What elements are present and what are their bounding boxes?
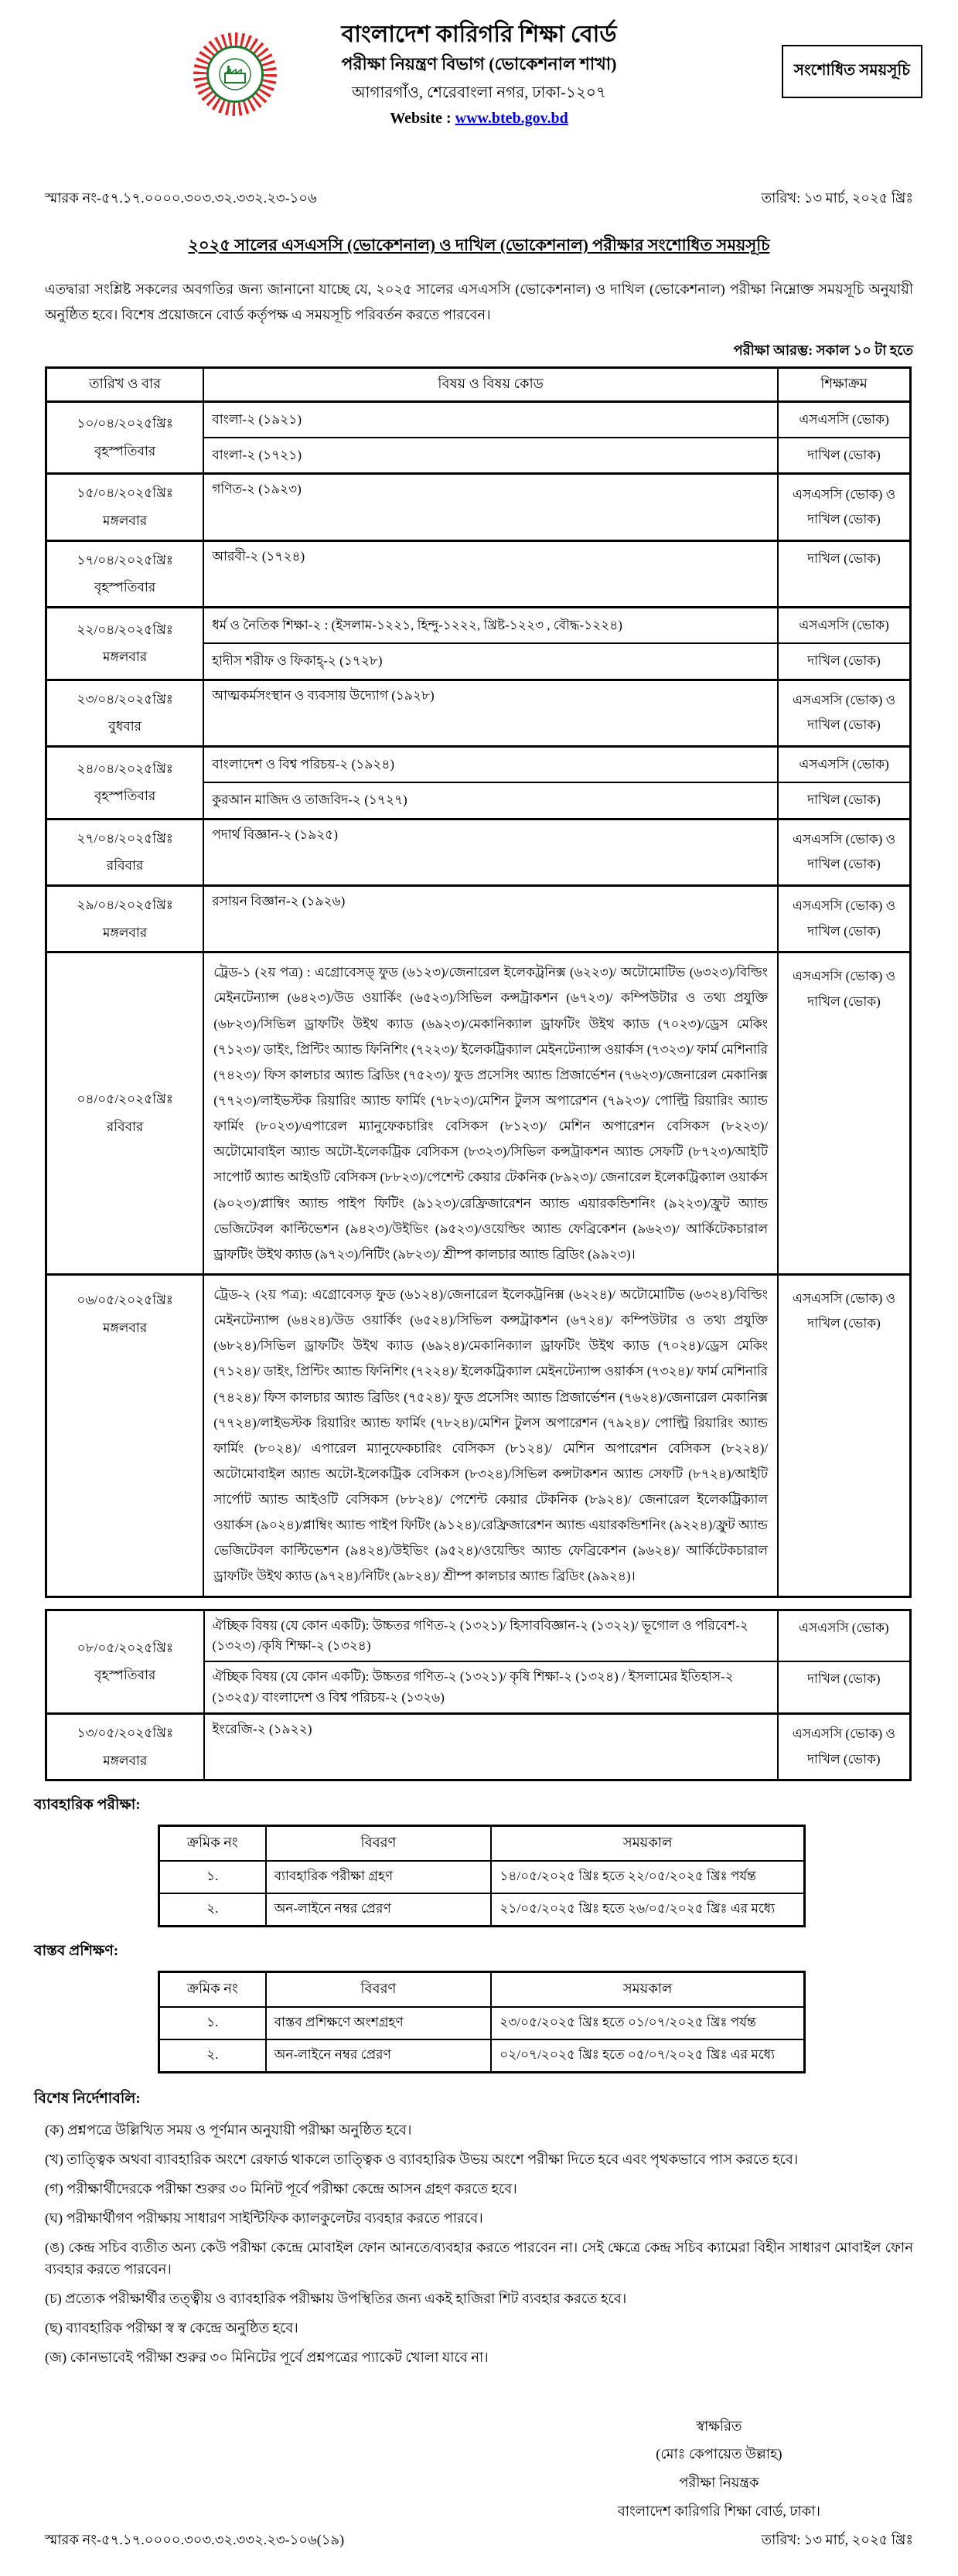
board-name: বাংলাদেশ কারিগরি শিক্ষা বোর্ড bbox=[341, 22, 617, 47]
table-row bbox=[159, 1861, 805, 1893]
serial-cell: ১. bbox=[159, 2007, 266, 2039]
serial-cell: ২. bbox=[159, 2039, 266, 2073]
table-row bbox=[46, 607, 911, 643]
subject-cell: আত্মকর্মসংস্থান ও ব্যবসায় উদ্যোগ (১৯২৮) bbox=[203, 680, 778, 746]
date-cell bbox=[46, 819, 204, 885]
memo-number: স্মারক নং-৫৭.১৭.০০০০.৩০৩.৩২.৩৩২.২৩-১০৬ bbox=[45, 190, 317, 206]
timespan-cell: ২১/০৫/২০২৫ খ্রিঃ হতে ২৬/০৫/২০২৫ খ্রিঃ এর মধ্যে bbox=[491, 1893, 804, 1927]
curriculum-cell: এসএসসি (ভোক) bbox=[778, 607, 910, 643]
factory-icon bbox=[217, 56, 253, 92]
instruction-item: (ঘ) পরীক্ষার্থীগণ পরীক্ষায় সাধারণ সাইন্টিফিক ক্যালকুলেটর ব্যবহার করতে পারবে। bbox=[45, 2210, 483, 2226]
day-text: রবিবার bbox=[106, 1119, 144, 1135]
logo-inner-seal-icon bbox=[206, 46, 264, 103]
date-text: ২২/০৪/২০২৫খ্রিঃ bbox=[77, 622, 173, 637]
day-text: মঙ্গলবার bbox=[103, 925, 148, 940]
timespan-cell: ২৩/০৫/২০২৫ খ্রিঃ হতে ০১/০৭/২০২৫ খ্রিঃ পর্যন্ত bbox=[491, 2007, 804, 2039]
curriculum-cell: এসএসসি (ভোক) ও দাখিল (ভোক) bbox=[778, 885, 910, 952]
subject-cell: বাংলাদেশ ও বিশ্ব পরিচয়-২ (১৯২৪) bbox=[203, 746, 778, 782]
website-line bbox=[45, 110, 913, 128]
subject-cell: আরবী-২ (১৭২৪) bbox=[203, 540, 778, 607]
date-cell bbox=[46, 1714, 204, 1780]
instruction-item: (চ) প্রত্যেক পরীক্ষার্থীর তত্ত্বীয় ও ব্যাবহারিক পরীক্ষায় উপস্থিতির জন্য একই হাজিরা শিট ব্যবহার করতে হবে। bbox=[45, 2291, 627, 2307]
date-text: ০৮/০৫/২০২৫খ্রিঃ bbox=[77, 1640, 173, 1655]
subject-cell: ইংরেজি-২ (১৯২২) bbox=[204, 1714, 778, 1780]
description-cell: ব্যাবহারিক পরীক্ষা গ্রহণ bbox=[266, 1861, 492, 1893]
instruction-item: (গ) পরীক্ষার্থীদেরকে পরীক্ষা শুরুর ৩০ মিনিট পূর্বে পরীক্ষা কেন্দ্রে আসন গ্রহণ করতে হবে। bbox=[45, 2180, 517, 2196]
revised-schedule-badge: সংশোধিত সময়সূচি bbox=[782, 45, 922, 98]
date-text: ১৭/০৪/২০২৫খ্রিঃ bbox=[77, 552, 173, 567]
subject-cell: হাদীস শরীফ ও ফিকাহ্‌-২ (১৭২৮) bbox=[203, 643, 778, 680]
table-row bbox=[159, 2007, 805, 2039]
signed-label: স্বাক্ষরিত bbox=[696, 2418, 742, 2434]
intro-paragraph: এতদ্বারা সংশ্লিষ্ট সকলের অবগতির জন্য জানানো যাচ্ছে যে, ২০২৫ সালের এসএসসি (ভোকেশনাল) ও দাখিল (ভোকেশনাল) পরীক্ষা নিম্নোক্ত সময়সূচি অনুযায়ী অনুষ্ঠিত হবে। বিশেষ প্রয়োজনে বোর্ড কর্তৃপক্ষ এ সময়সূচি পরিবর্তন করতে পারবেন। bbox=[45, 281, 913, 323]
table-row bbox=[159, 2039, 805, 2073]
table-row bbox=[46, 540, 911, 607]
website-label: Website : bbox=[390, 109, 452, 127]
subject-cell: ঐচ্ছিক বিষয় (যে কোন একটি): উচ্চতর গণিত-২ (১৩২১)/ কৃষি শিক্ষা-২ (১৩২৪) / ইসলামের ইতিহাস-২ (১৩২৫)/ বাংলাদেশ ও বিশ্ব পরিচয়-২ (১৩২৬) bbox=[204, 1661, 778, 1713]
industrial-table bbox=[158, 1971, 806, 2073]
instruction-item: (খ) তাত্ত্বিক অথবা ব্যাবহারিক অংশে রেফার্ড থাকলে তাত্ত্বিক ও ব্যাবহারিক উভয় অংশে পরীক্ষা দিতে হবে এবং পৃথকভাবে পাস করতে হবে। bbox=[45, 2152, 799, 2168]
industrial-section-title: বাস্তব প্রশিক্ষণ: bbox=[34, 1943, 119, 1960]
instruction-item: (ঙ) কেন্দ্র সচিব ব্যতীত অন্য কেউ পরীক্ষা কেন্দ্রে মোবাইল ফোন আনতে/ব্যবহার করতে পারবেন না। সেই ক্ষেত্রে কেন্দ্র সচিব ক্যামেরা বিহীন সাধারণ মোবাইল ফোন ব্যবহার করতে পারবেন। bbox=[45, 2239, 913, 2278]
col-header-curriculum: শিক্ষাক্রম bbox=[778, 367, 910, 401]
serial-cell: ২. bbox=[159, 1893, 266, 1927]
day-text: মঙ্গলবার bbox=[103, 1753, 148, 1768]
day-text: বৃহস্পতিবার bbox=[94, 580, 156, 595]
curriculum-cell: এসএসসি (ভোক) ও দাখিল (ভোক) bbox=[778, 819, 910, 885]
description-cell: বাস্তব প্রশিক্ষণে অংশগ্রহণ bbox=[266, 2007, 492, 2039]
date-text: ২৭/০৪/২০২৫খ্রিঃ bbox=[77, 830, 173, 846]
exam-start-note: পরীক্ষা আরম্ভ: সকাল ১০ টা হতে bbox=[733, 342, 913, 358]
subject-cell: ট্রেড-২ (২য় পত্র): এগ্রোবেসড় ফুড (৬১২৪)/জেনারেল ইলেকট্রনিক্স (৬২২৪)/ অটোমোটিভ (৬৩২৪)/বিল্ডিং মেইনটেন্যান্স (৬৪২৪)/উড ওয়ার্কিং (৬৫২৪)/সিভিল কন্সট্রাকশন (৬৭২৪)/ কম্পিউটার ও তথ্য প্রযুক্তি (৬৮২৪)/সিভিল ড্রাফটিং উইথ ক্যাড (৬৯২৪)/মেকানিক্যাল ড্রাফটিং উইথ ক্যাড (৭০২৪)/ড্রেস মেকিং (৭১২৪)/ ডাইং, প্রিন্টিং অ্যান্ড ফিনিশিং (৭২২৪)/ ইলেকট্রিক্যাল মেইনটেন্যান্স ওয়ার্কস (৭৩২৪)/ ফার্ম মেশিনারি (৭৪২৪)/ ফিস কালচার অ্যান্ড ব্রিডিং (৭৫২৪)/ ফুড প্রসেসিং অ্যান্ড প্রিজার্ভেশন (৭৬২৪)/জেনারেল মেকানিক্স (৭৭২৪)/লাইভস্টক রিয়ারিং অ্যান্ড ফার্মিং (৭৮২৪)/মেশিন টুলস অপারেশন (৭৯২৪)/ পোল্ট্রি রিয়ারিং অ্যান্ড ফার্মিং (৮০২৪)/ এপারেল ম্যানুফেকচারিং বেসিকস (৮১২৪)/ মেশিন অপারেশন বেসিকস (৮২২৪)/অটোমোবাইল অ্যান্ড অটো-ইলেকট্রিক বেসিকস (৮৩২৪)/সিভিল কন্সটাকশন অ্যান্ড সেফটি (৮৭২৪)/আইটি সার্পোট অ্যান্ড আইওটি বেসিকস (৮৮২৪)/ পেশেন্ট কেয়ার টেকনিক (৮৯২৪)/ জেনারেল ইলেকট্রিক্যাল ওয়ার্কস (৯০২৪)/প্লাম্বিং অ্যান্ড পাইপ ফিটিং (৯১২৪)/রেফ্রিজারেশন অ্যান্ড এয়ারকন্ডিশনিং (৯২২৪)/ফ্রুট অ্যান্ড ভেজিটেবল কাল্টিভেশন (৯৪২৪)/উইভিং (৯৫২৪)/ওয়েল্ডিং অ্যান্ড ফেব্রিকেশন (৯৬২৪)/ আর্কিটেকচারাল ড্রাফটিং উইথ ক্যাড (৯৭২৪)/নিটিং (৯৮২৪)/ শ্রীম্প কালচার অ্যান্ড ব্রিডিং (৯৯২৪)। bbox=[203, 1274, 778, 1596]
col-header-timespan: সময়কাল bbox=[491, 1826, 804, 1862]
date-text: ১৩/০৫/২০২৫খ্রিঃ bbox=[77, 1726, 173, 1740]
subject-cell: ঐচ্ছিক বিষয় (যে কোন একটি): উচ্চতর গণিত-২ (১৩২১)/ হিসাববিজ্ঞান-২ (১৩২২)/ ভূগোল ও পরিবেশ-২ (১৩২৩) /কৃষি শিক্ষা-২ (১৩২৪) bbox=[204, 1610, 778, 1661]
date-cell bbox=[46, 540, 204, 607]
day-text: বৃহস্পতিবার bbox=[94, 443, 156, 458]
date-cell bbox=[46, 885, 204, 952]
schedule-table-continued bbox=[45, 1609, 912, 1782]
signature-block bbox=[618, 2412, 820, 2527]
practical-table bbox=[158, 1825, 806, 1927]
curriculum-cell: এসএসসি (ভোক) ও দাখিল (ভোক) bbox=[778, 474, 910, 540]
day-text: মঙ্গলবার bbox=[103, 513, 148, 528]
day-text: বুধবার bbox=[108, 719, 141, 734]
subject-cell: বাংলা-২ (১৭২১) bbox=[203, 438, 778, 474]
date-cell bbox=[46, 401, 204, 474]
instructions-title: বিশেষ নির্দেশাবলি: bbox=[34, 2090, 141, 2107]
curriculum-cell: এসএসসি (ভোক) bbox=[778, 1610, 911, 1661]
curriculum-cell: এসএসসি (ভোক) ও দাখিল (ভোক) bbox=[778, 952, 910, 1275]
curriculum-cell: দাখিল (ভোক) bbox=[778, 643, 910, 680]
subject-cell: ধর্ম ও নৈতিক শিক্ষা-২ : (ইসলাম-১২২১, হিন্দু-১২২২, খ্রিষ্ট-১২২৩ , বৌদ্ধ-১২২৪) bbox=[203, 607, 778, 643]
subject-cell: রসায়ন বিজ্ঞান-২ (১৯২৬) bbox=[203, 885, 778, 952]
instruction-item: (ক) প্রশ্নপত্রে উল্লিখিত সময় ও পূর্ণমান অনুযায়ী পরীক্ষা অনুষ্ঠিত হবে। bbox=[45, 2122, 412, 2138]
day-text: মঙ্গলবার bbox=[103, 1320, 148, 1335]
address-line: আগারগাঁও, শেরেবাংলা নগর, ঢাকা-১২০৭ bbox=[352, 83, 606, 101]
col-header-description: বিবরণ bbox=[266, 1972, 492, 2008]
timespan-cell: ০২/০৭/২০২৫ খ্রিঃ হতে ০৫/০৭/২০২৫ খ্রিঃ এর মধ্যে bbox=[491, 2039, 804, 2073]
subject-cell: পদার্থ বিজ্ঞান-২ (১৯২৫) bbox=[203, 819, 778, 885]
instruction-item: (ছ) ব্যাবহারিক পরীক্ষা স্ব স্ব কেন্দ্রে অনুষ্ঠিত হবে। bbox=[45, 2319, 298, 2336]
curriculum-cell: এসএসসি (ভোক) bbox=[778, 401, 910, 438]
table-row bbox=[159, 1893, 805, 1927]
date-text: ১৫/০৪/২০২৫খ্রিঃ bbox=[77, 486, 173, 501]
signer-organization: বাংলাদেশ কারিগরি শিক্ষা বোর্ড, ঢাকা। bbox=[617, 2503, 820, 2520]
day-text: রবিবার bbox=[106, 858, 144, 874]
serial-cell: ১. bbox=[159, 1861, 266, 1893]
memo-line bbox=[45, 187, 913, 211]
table-header-row bbox=[159, 1972, 805, 2008]
date-text: ০৪/০৫/২০২৫খ্রিঃ bbox=[77, 1092, 173, 1107]
date-cell bbox=[46, 474, 204, 540]
col-header-serial: ক্রমিক নং bbox=[159, 1826, 266, 1862]
subject-cell: গণিত-২ (১৯২৩) bbox=[203, 474, 778, 540]
footer-memo-number: স্মারক নং-৫৭.১৭.০০০০.৩০৩.৩২.৩৩২.২৩-১০৬(১৯) bbox=[45, 2532, 345, 2548]
table-row bbox=[46, 401, 911, 438]
col-header-serial: ক্রমিক নং bbox=[159, 1972, 266, 2008]
table-row bbox=[46, 885, 911, 952]
division-name: পরীক্ষা নিয়ন্ত্রণ বিভাগ (ভোকেশনাল শাখা) bbox=[341, 53, 617, 73]
page-title: ২০২৫ সালের এসএসসি (ভোকেশনাল) ও দাখিল (ভোকেশনাল) পরীক্ষার সংশোধিত সময়সূচি bbox=[188, 236, 770, 254]
curriculum-cell: এসএসসি (ভোক) ও দাখিল (ভোক) bbox=[778, 1274, 910, 1596]
footer-line bbox=[45, 2526, 913, 2553]
table-row bbox=[46, 1610, 911, 1661]
col-header-date: তারিখ ও বার bbox=[46, 367, 204, 401]
instructions-section bbox=[34, 2087, 913, 2368]
curriculum-cell: এসএসসি (ভোক) ও দাখিল (ভোক) bbox=[778, 680, 910, 746]
date-cell bbox=[46, 1610, 204, 1713]
curriculum-cell: দাখিল (ভোক) bbox=[778, 438, 910, 474]
day-text: মঙ্গলবার bbox=[103, 649, 148, 665]
col-header-subject: বিষয় ও বিষয় কোড bbox=[203, 367, 778, 401]
table-row bbox=[46, 1714, 911, 1780]
col-header-timespan: সময়কাল bbox=[491, 1972, 804, 2008]
memo-date: তারিখ: ১৩ মার্চ, ২০২৫ খ্রিঃ bbox=[761, 190, 913, 206]
subject-cell: বাংলা-২ (১৯২১) bbox=[203, 401, 778, 438]
schedule-table bbox=[45, 366, 912, 1598]
table-row bbox=[46, 474, 911, 540]
description-cell: অন-লাইনে নম্বর প্রেরণ bbox=[266, 2039, 492, 2073]
date-text: ২৩/০৪/২০২৫খ্রিঃ bbox=[77, 691, 173, 707]
date-cell bbox=[46, 680, 204, 746]
table-row bbox=[46, 1274, 911, 1596]
date-text: ২৯/০৪/২০২৫খ্রিঃ bbox=[77, 897, 173, 912]
date-cell bbox=[46, 1274, 204, 1596]
signer-name: (মোঃ কেপায়েত উল্লাহ) bbox=[656, 2446, 782, 2462]
curriculum-cell: দাখিল (ভোক) bbox=[778, 540, 910, 607]
timespan-cell: ১৪/০৫/২০২৫ খ্রিঃ হতে ২২/০৫/২০২৫ খ্রিঃ পর্যন্ত bbox=[491, 1861, 804, 1893]
date-text: ১০/০৪/২০২৫খ্রিঃ bbox=[77, 416, 173, 431]
date-cell bbox=[46, 607, 204, 680]
curriculum-cell: দাখিল (ভোক) bbox=[778, 782, 910, 819]
schedule-header-row bbox=[46, 367, 911, 401]
curriculum-cell: দাখিল (ভোক) bbox=[778, 1661, 911, 1713]
practical-section-title: ব্যাবহারিক পরীক্ষা: bbox=[34, 1797, 141, 1814]
col-header-description: বিবরণ bbox=[266, 1826, 492, 1862]
footer-date: তারিখ: ১৩ মার্চ, ২০২৫ খ্রিঃ bbox=[761, 2532, 913, 2548]
signer-designation: পরীক্ষা নিয়ন্ত্রক bbox=[679, 2475, 759, 2491]
letterhead bbox=[45, 14, 913, 167]
table-header-row bbox=[159, 1826, 805, 1862]
subject-cell: ট্রেড-১ (২য় পত্র) : এগ্রোবেসড্‌ ফুড (৬১২৩)/জেনারেল ইলেকট্রনিক্স (৬২২৩)/ অটোমোটিভ (৬৩২৩)/বিল্ডিং মেইনটেন্যান্স (৬৪২৩)/উড ওয়ার্কিং (৬৫২৩)/সিভিল কন্সট্রাকশন (৬৭২৩)/ কম্পিউটার ও তথ্য প্রযুক্তি (৬৮২৩)/সিভিল ড্রাফটিং উইথ ক্যাড (৬৯২৩)/মেকানিক্যাল ড্রাফটিং উইথ ক্যাড (৭০২৩)/ড্রেস মেকিং (৭১২৩)/ ডাইং, প্রিন্টিং অ্যান্ড ফিনিশিং (৭২২৩)/ ইলেকট্রিক্যাল মেইনটেন্যান্স ওয়ার্কস (৭৩২৩)/ ফার্ম মেশিনারি (৭৪২৩)/ ফিস কালচার অ্যান্ড ব্রিডিং (৭৫২৩)/ ফুড প্রসেসিং অ্যান্ড প্রিজার্ভেশন (৭৬২৩)/জেনারেল মেকানিক্স (৭৭২৩)/লাইভস্টক রিয়ারিং অ্যান্ড ফার্মিং (৭৮২৩)/মেশিন টুলস অপারেশন (৭৯২৩)/ পোল্ট্রি রিয়ারিং অ্যান্ড ফার্মিং (৮০২৩)/এপারেল ম্যানুফেকচারিং বেসিকস (৮১২৩)/ মেশিন অপারেশন বেসিকস (৮২২৩)/অটোমোবাইল অ্যান্ড অটো-ইলেকট্রিক বেসিকস (৮৩২৩)/সিভিল কন্সট্রাকশন অ্যান্ড সেফটি (৮৭২৩)/আইটি সাপোর্ট অ্যান্ড আইওটি বেসিকস (৮৮২৩)/পেশেন্ট কেয়ার টেকনিক (৮৯২৩)/ জেনারেল ইলেকট্রিক্যাল ওয়ার্কস (৯০২৩)/প্লাম্বিং অ্যান্ড পাইপ ফিটিং (৯১২৩)/রেফ্রিজারেশন অ্যান্ড এয়ারকন্ডিশনিং (৯২২৩)/ফ্রুট অ্যান্ড ভেজিটেবল কাল্টিভেশন (৯৪২৩)/উইভিং (৯৫২৩)/ওয়েল্ডিং অ্যান্ড ফেব্রিকেশন (৯৬২৩)/ আর্কিটেকচারাল ড্রাফটিং উইথ ক্যাড (৯৭২৩)/নিটিং (৯৮২৩)/ শ্রীম্প কালচার অ্যান্ড ব্রিডিং (৯৯২৩)। bbox=[203, 952, 778, 1275]
table-row bbox=[46, 746, 911, 782]
date-cell bbox=[46, 746, 204, 819]
instruction-item: (জ) কোনভাবেই পরীক্ষা শুরুর ৩০ মিনিটের পূর্বে প্রশ্নপত্রের প্যাকেট খোলা যাবে না। bbox=[45, 2349, 489, 2365]
date-text: ০৬/০৫/২০২৫খ্রিঃ bbox=[77, 1292, 173, 1307]
table-row bbox=[46, 952, 911, 1275]
bteb-logo-icon bbox=[193, 32, 277, 116]
table-row bbox=[46, 819, 911, 885]
date-text: ২৪/০৪/২০২৫খ্রিঃ bbox=[77, 761, 173, 776]
table-row bbox=[46, 680, 911, 746]
subject-cell: কুরআন মাজিদ ও তাজবিদ-২ (১৭২৭) bbox=[203, 782, 778, 819]
curriculum-cell: এসএসসি (ভোক) bbox=[778, 746, 910, 782]
day-text: বৃহস্পতিবার bbox=[94, 789, 156, 804]
date-cell bbox=[46, 952, 204, 1275]
day-text: বৃহস্পতিবার bbox=[94, 1668, 156, 1683]
website-link[interactable]: www.bteb.gov.bd bbox=[455, 109, 568, 127]
curriculum-cell: এসএসসি (ভোক) ও দাখিল (ভোক) bbox=[778, 1714, 911, 1780]
description-cell: অন-লাইনে নম্বর প্রেরণ bbox=[266, 1893, 492, 1927]
